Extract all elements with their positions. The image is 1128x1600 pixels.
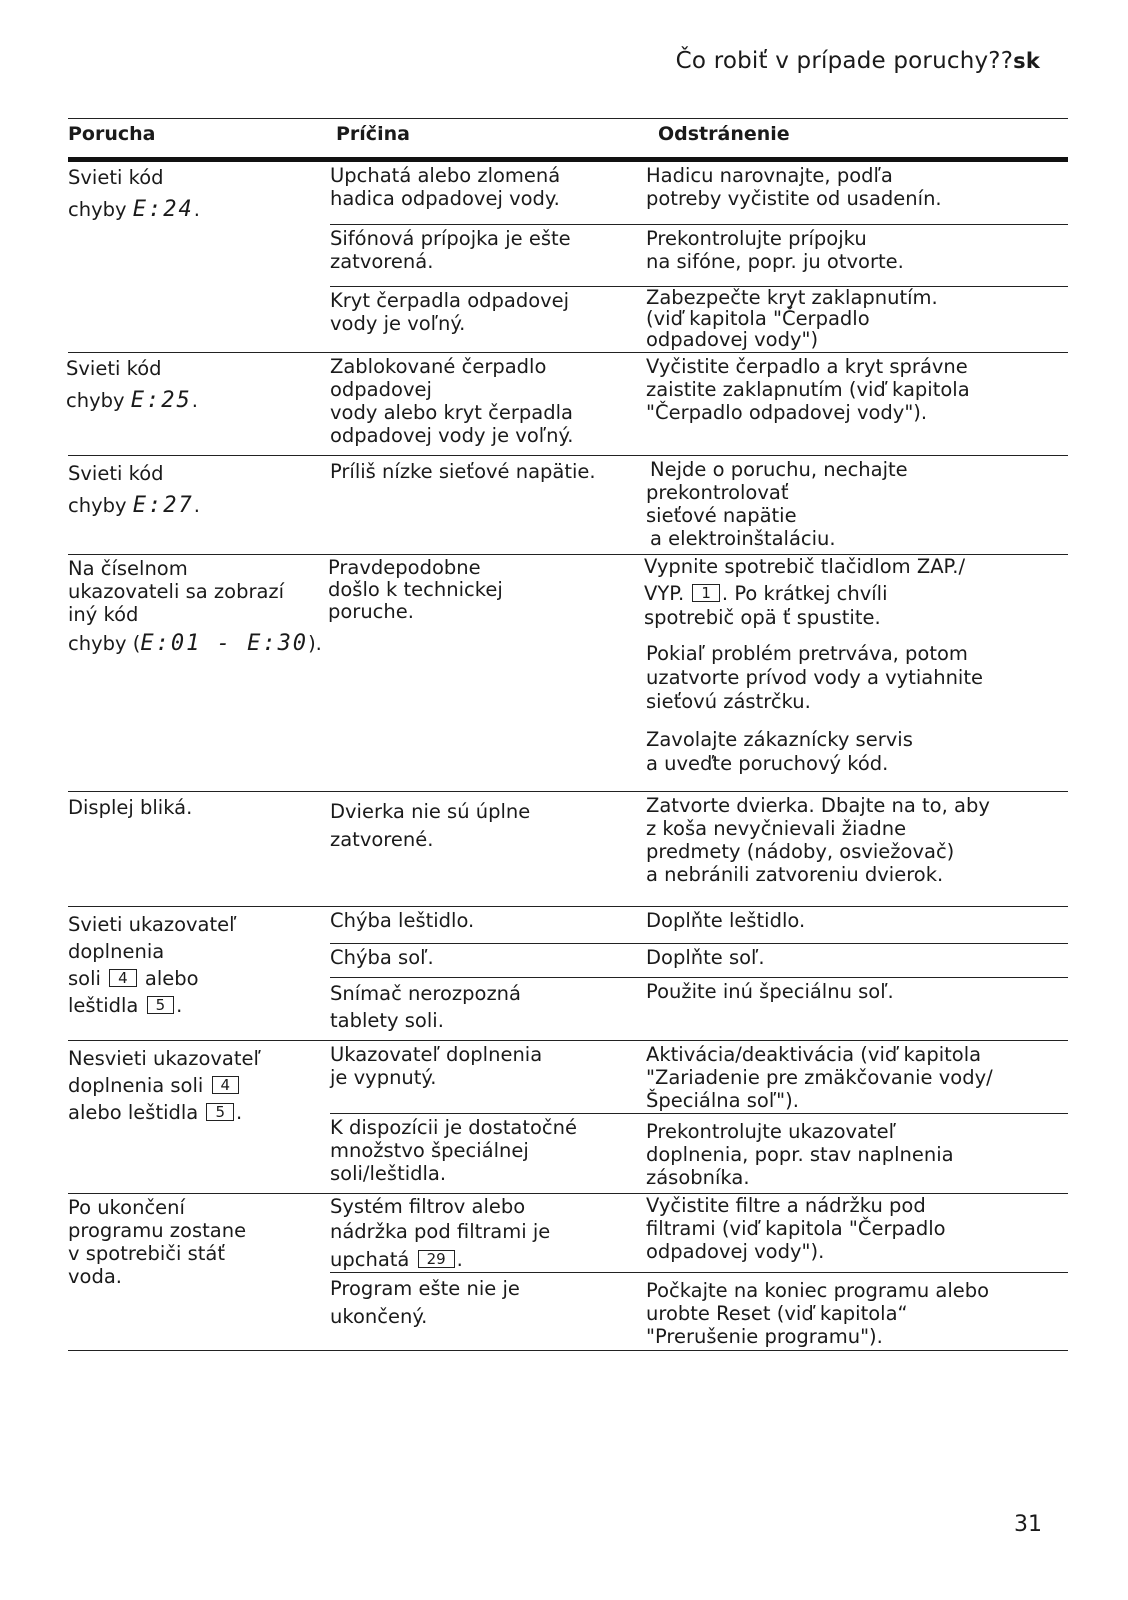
- cause-row: [330, 907, 1068, 943]
- remedy-text: a uveďte poruchový kód.: [646, 752, 889, 775]
- cause-text: [330, 1247, 550, 1272]
- remedy-text: Použite inú špeciálnu soľ.: [646, 980, 894, 1003]
- cause-text: Pravdepodobne: [328, 556, 481, 579]
- cause-text: je vypnutý.: [330, 1066, 437, 1089]
- cause-text: nádržka pod filtrami je: [330, 1220, 551, 1243]
- cause-text: množstvo špeciálnej: [330, 1139, 529, 1162]
- remedy-text: Pokiaľ problém pretrváva, potom: [646, 642, 968, 665]
- rinse-aid-indicator-box: 5: [147, 996, 175, 1014]
- page-number: 31: [1014, 1512, 1042, 1537]
- problem-text: ukazovateli sa zobrazí: [68, 580, 285, 603]
- remedy-text: [644, 582, 983, 606]
- problem-text: alebo: [138, 967, 199, 990]
- table-row: [68, 1041, 1068, 1194]
- table-row: [68, 907, 1068, 1041]
- problem-cell: [68, 1045, 261, 1126]
- salt-indicator-box: 4: [109, 969, 137, 987]
- problem-cell: [68, 557, 322, 655]
- problem-text: programu zostane: [68, 1219, 247, 1242]
- remedy-text: uzatvorte prívod vody a vytiahnite: [646, 666, 983, 689]
- cause-text: vody alebo kryt čerpadla: [330, 401, 573, 424]
- remedy-text: Doplňte leštidlo.: [646, 909, 806, 932]
- remedy-text: Zabezpečte kryt zaklapnutím.: [646, 286, 938, 309]
- problem-text: iný kód: [68, 603, 139, 626]
- remedy-text: spotrebič opä ť spustite.: [644, 606, 881, 629]
- cause-text: vody je voľný.: [330, 312, 466, 335]
- remedy-text: a elektroinštaláciu.: [650, 527, 836, 550]
- cause-text: Program ešte nie je: [330, 1277, 520, 1300]
- cause-row: [330, 1113, 1068, 1194]
- problem-text: voda.: [68, 1265, 122, 1288]
- cause-row: [330, 162, 1068, 224]
- cause-text: odpadovej: [330, 378, 432, 401]
- problem-text: v spotrebiči stáť: [68, 1242, 225, 1265]
- cause-text: Upchatá alebo zlomená: [330, 164, 561, 187]
- cause-row: [330, 977, 1068, 1041]
- problem-text: [68, 1099, 261, 1126]
- cause-row: [330, 1194, 1068, 1272]
- cause-row: [330, 286, 1068, 353]
- remedy-text: Vyčistite filtre a nádržku pod: [646, 1194, 926, 1217]
- remedy-text: Vyčistite čerpadlo a kryt správne: [646, 355, 968, 378]
- remedy-cell: [646, 355, 970, 424]
- remedy-text: Aktivácia/deaktivácia (viď kapitola: [646, 1043, 982, 1066]
- cause-text: Zablokované čerpadlo: [330, 355, 547, 378]
- cause-text: Systém filtrov alebo: [330, 1195, 526, 1218]
- table-row: [68, 162, 1068, 353]
- cause-text: hadica odpadovej vody.: [330, 187, 560, 210]
- cause-text: Snímač nerozpozná: [330, 982, 521, 1005]
- cause-cell: [330, 1116, 577, 1185]
- problem-text: .: [193, 198, 200, 221]
- language-tag: sk: [1013, 49, 1040, 73]
- error-code-range: E:01 - E:30: [140, 631, 309, 656]
- cause-text: odpadovej vody je voľný.: [330, 424, 574, 447]
- remedy-text: filtrami (viď kapitola "Čerpadlo: [646, 1217, 946, 1240]
- cause-cell: [330, 798, 530, 854]
- cause-text: zatvorená.: [330, 250, 434, 273]
- problem-text: .: [236, 1101, 243, 1124]
- remedy-text: sieťovú zástrčku.: [646, 690, 811, 713]
- remedy-cell: [646, 287, 938, 350]
- cause-text: ukončený.: [330, 1305, 428, 1328]
- remedy-text: z koša nevyčnievali žiadne: [646, 817, 907, 840]
- problem-text: Svieti ukazovateľ: [68, 913, 237, 936]
- problem-text: [68, 965, 236, 992]
- cause-cell: [330, 355, 573, 447]
- problem-text: [66, 385, 198, 417]
- cause-text: Dvierka nie sú úplne: [330, 800, 531, 823]
- cause-text: došlo k technickej: [328, 578, 503, 601]
- remedy-text: VYP.: [644, 582, 691, 605]
- problem-text: [68, 992, 236, 1019]
- problem-text: Po ukončení: [68, 1196, 185, 1219]
- cause-cell: [330, 460, 596, 483]
- remedy-text: Hadicu narovnajte, podľa: [646, 164, 893, 187]
- cause-row: [330, 943, 1068, 978]
- problem-cell: [68, 1196, 246, 1288]
- cause-text: Kryt čerpadla odpadovej: [330, 289, 570, 312]
- remedy-text: prekontrolovať: [646, 481, 789, 504]
- problem-text: .: [193, 494, 200, 517]
- problem-text: .: [191, 389, 198, 412]
- remedy-cell: [646, 458, 908, 550]
- cause-row: [330, 224, 1068, 287]
- remedy-text: Nejde o poruchu, nechajte: [650, 458, 908, 481]
- problem-text: [68, 490, 200, 522]
- problem-text: chyby: [68, 198, 133, 221]
- cause-text: soli/leštidla.: [330, 1162, 447, 1185]
- table-row: [68, 1194, 1068, 1351]
- problem-text: Svieti kód: [68, 166, 164, 189]
- problem-text: soli: [68, 967, 108, 990]
- error-code: E:27: [132, 493, 194, 518]
- cause-text: .: [456, 1248, 463, 1271]
- problem-text: Displej bliká.: [68, 796, 193, 819]
- remedy-cell: [646, 794, 990, 886]
- troubleshooting-table: [68, 118, 1068, 1351]
- cause-cell: [330, 1043, 542, 1089]
- error-code: E:25: [130, 388, 192, 413]
- remedy-text: zásobníka.: [646, 1166, 750, 1189]
- cause-cell: [330, 980, 521, 1034]
- cause-row: [330, 1272, 1068, 1351]
- problem-cell: [68, 458, 200, 522]
- figure-reference-box: 29: [418, 1250, 455, 1268]
- cause-text: Chýba leštidlo.: [330, 909, 475, 932]
- column-header-remedy: Odstránenie: [658, 123, 790, 145]
- problem-text: Svieti kód: [66, 357, 162, 380]
- problem-text: [68, 194, 200, 226]
- remedy-text: Zatvorte dvierka. Dbajte na to, aby: [646, 794, 990, 817]
- problem-text: [68, 632, 322, 655]
- rinse-aid-indicator-box: 5: [206, 1103, 234, 1121]
- remedy-text: . Po krátkej chvíli: [721, 582, 888, 605]
- problem-cell: [68, 796, 192, 819]
- page-header: [676, 48, 1040, 74]
- remedy-text: a nebránili zatvoreniu dvierok.: [646, 863, 944, 886]
- remedy-text: sieťové napätie: [646, 504, 797, 527]
- remedy-text: Vypnite spotrebič tlačidlom ZAP./: [644, 555, 966, 578]
- remedy-cell: [646, 1194, 946, 1263]
- problem-text: alebo leštidla: [68, 1101, 205, 1124]
- remedy-cell: [646, 1043, 993, 1112]
- remedy-text: predmety (nádoby, osviežovač): [646, 840, 955, 863]
- column-header-cause: Príčina: [336, 123, 410, 145]
- remedy-text: "Zariadenie pre zmäkčovanie vody/: [646, 1066, 993, 1089]
- remedy-text: Počkajte na koniec programu alebo: [646, 1279, 990, 1302]
- remedy-text: urobte Reset (viď kapitola“: [646, 1302, 908, 1325]
- problem-text: leštidla: [68, 994, 145, 1017]
- table-row: [68, 353, 1068, 456]
- table-row: [68, 555, 1068, 792]
- problem-text: doplnenia soli: [68, 1074, 210, 1097]
- table-row: [68, 792, 1068, 907]
- cause-text: Sifónová prípojka je ešte: [330, 227, 571, 250]
- problem-text: Svieti kód: [68, 462, 164, 485]
- problem-text: chyby (: [68, 632, 141, 655]
- problem-cell: [68, 162, 200, 226]
- problem-text: ).: [308, 632, 322, 655]
- problem-text: Na číselnom: [68, 557, 188, 580]
- remedy-text: Doplňte soľ.: [646, 946, 765, 969]
- table-header: [68, 118, 1068, 162]
- remedy-cell: [646, 227, 904, 273]
- cause-cell: [330, 1275, 520, 1331]
- problem-text: [68, 1072, 261, 1099]
- problem-cell: [66, 353, 198, 417]
- page-title: Čo robiť v prípade poruchy??: [675, 48, 1014, 74]
- column-header-problem: Porucha: [68, 123, 156, 145]
- cause-text: Ukazovateľ doplnenia: [330, 1043, 543, 1066]
- remedy-cell: [646, 1279, 989, 1348]
- problem-cell: [68, 911, 236, 1019]
- remedy-text: (viď kapitola "Čerpadlo: [646, 307, 870, 330]
- cause-text: zatvorené.: [330, 828, 434, 851]
- remedy-text: "Čerpadlo odpadovej vody").: [646, 401, 928, 424]
- salt-indicator-box: 4: [212, 1076, 240, 1094]
- problem-text: chyby: [66, 389, 131, 412]
- remedy-text: zaistite zaklapnutím (viď kapitola: [646, 378, 970, 401]
- remedy-text: doplnenia, popr. stav naplnenia: [646, 1143, 954, 1166]
- cause-text: K dispozícii je dostatočné: [330, 1116, 577, 1139]
- cause-text: tablety soli.: [330, 1009, 444, 1032]
- remedy-text: odpadovej vody").: [646, 1240, 825, 1263]
- problem-text: .: [176, 994, 183, 1017]
- cause-cell: [330, 1194, 550, 1272]
- remedy-cell: [644, 555, 983, 776]
- cause-text: upchatá: [330, 1248, 416, 1271]
- cause-text: Príliš nízke sieťové napätie.: [330, 460, 596, 483]
- remedy-text: Prekontrolujte ukazovateľ: [646, 1120, 896, 1143]
- remedy-text: Prekontrolujte prípojku: [646, 227, 867, 250]
- remedy-text: odpadovej vody"): [646, 328, 819, 351]
- error-code: E:24: [132, 197, 194, 222]
- problem-text: doplnenia: [68, 940, 165, 963]
- remedy-text: na sifóne, popr. ju otvorte.: [646, 250, 904, 273]
- cause-text: poruche.: [328, 600, 414, 623]
- remedy-text: Zavolajte zákaznícky servis: [646, 728, 913, 751]
- table-row: [68, 456, 1068, 555]
- remedy-text: "Prerušenie programu").: [646, 1325, 883, 1348]
- problem-text: chyby: [68, 494, 133, 517]
- cause-cell: [330, 289, 569, 335]
- button-reference-box: 1: [692, 584, 720, 602]
- remedy-text: Špeciálna soľ").: [646, 1089, 799, 1112]
- cause-cell: [330, 164, 560, 210]
- remedy-text: potreby vyčistite od usadenín.: [646, 187, 942, 210]
- cause-row: [330, 1041, 1068, 1113]
- cause-cell: [330, 227, 571, 273]
- problem-text: Nesvieti ukazovateľ: [68, 1047, 261, 1070]
- cause-text: Chýba soľ.: [330, 946, 434, 969]
- remedy-cell: [646, 164, 942, 210]
- remedy-cell: [646, 1120, 954, 1189]
- cause-cell: [328, 557, 503, 623]
